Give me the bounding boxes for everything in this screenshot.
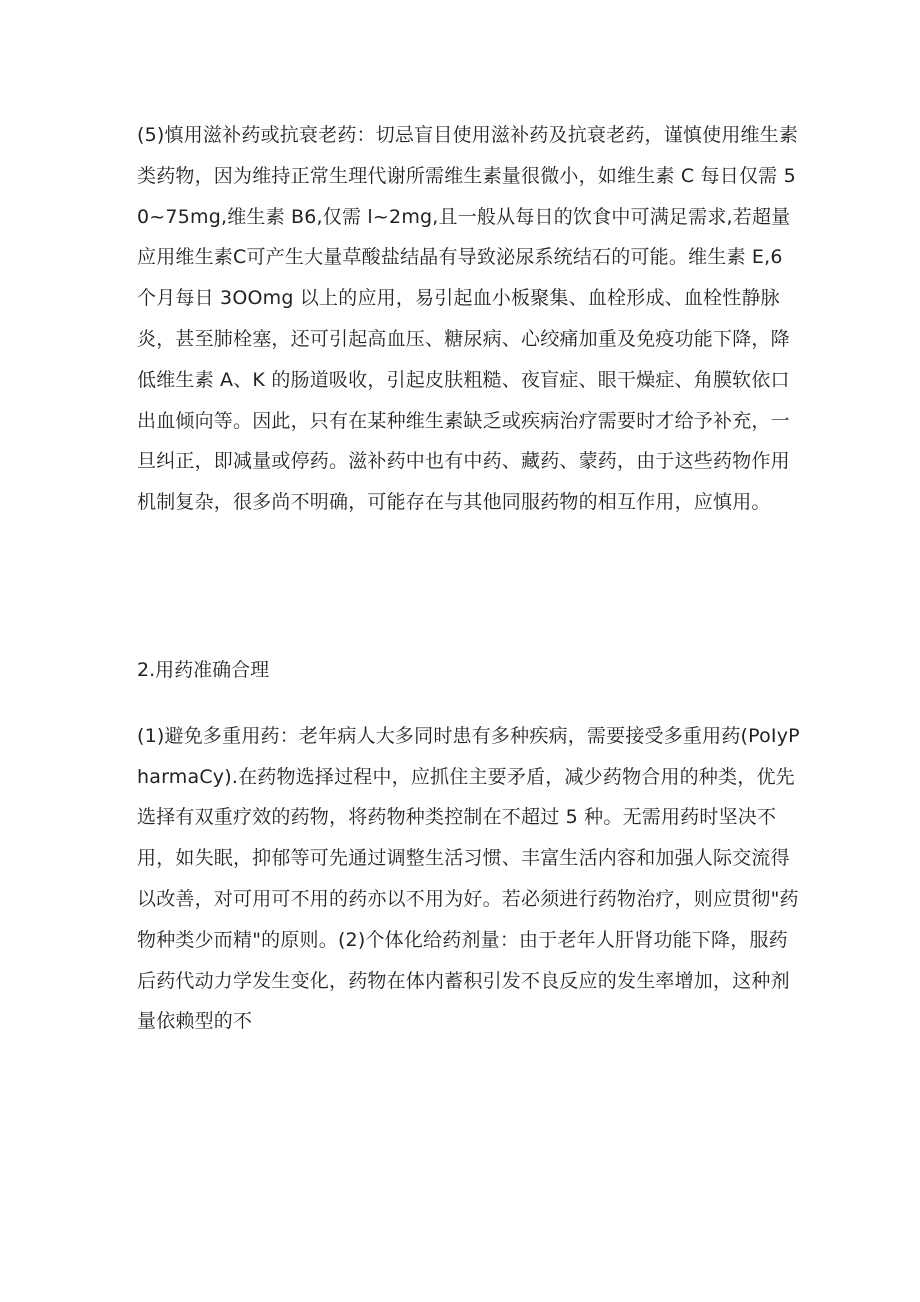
- paragraph-tonic-drugs: (5)慎用滋补药或抗衰老药：切忌盲目使用滋补药及抗衰老药，谨慎使用维生素类药物，因为维持正常生理代谢所需维生素量很微小，如维生素 C 每日仅需 50~75mg,维生素 B6,仅需 l~2mg,且一般从每日的饮食中可满足需求,若超量应用维生素C可产生大量草酸盐结晶有导致泌尿系统结石的可能。维生素 E,6 个月每日 3OOmg 以上的应用，易引起血小板聚集、血栓形成、血栓性静脉炎，甚至肺栓塞，还可引起高血压、糖尿病、心绞痛加重及免疫功能下降，降低维生素 A、K 的肠道吸收，引起皮肤粗糙、夜盲症、眼干燥症、角膜软依口出血倾向等。因此，只有在某种维生素缺乏或疾病治疗需要时才给予补充，一旦纠正，即减量或停药。滋补药中也有中药、藏药、蒙药，由于这些药物作用机制复杂，很多尚不明确，可能存在与其他同服药物的相互作用，应慎用。: [137, 124, 799, 514]
- section-heading-rational-medication: 2.用药准确合理: [137, 658, 270, 681]
- paragraph-avoid-polypharmacy: (1)避免多重用药：老年病人大多同时患有多种疾病，需要接受多重用药(PoIyPharmaCy).在药物选择过程中，应抓住主要矛盾，减少药物合用的种类，优先选择有双重疗效的药物，将药物种类控制在不超过 5 种。无需用药时坚决不用，如失眠，抑郁等可先通过调整生活习惯、丰富生活内容和加强人际交流得以改善，对可用可不用的药亦以不用为好。若必须进行药物治疗，则应贯彻"药物种类少而精"的原则。(2)个体化给药剂量：由于老年人肝肾功能下降，服药后药代动力学发生变化，药物在体内蓄积引发不良反应的发生率增加，这种剂量依赖型的不: [137, 724, 800, 1033]
